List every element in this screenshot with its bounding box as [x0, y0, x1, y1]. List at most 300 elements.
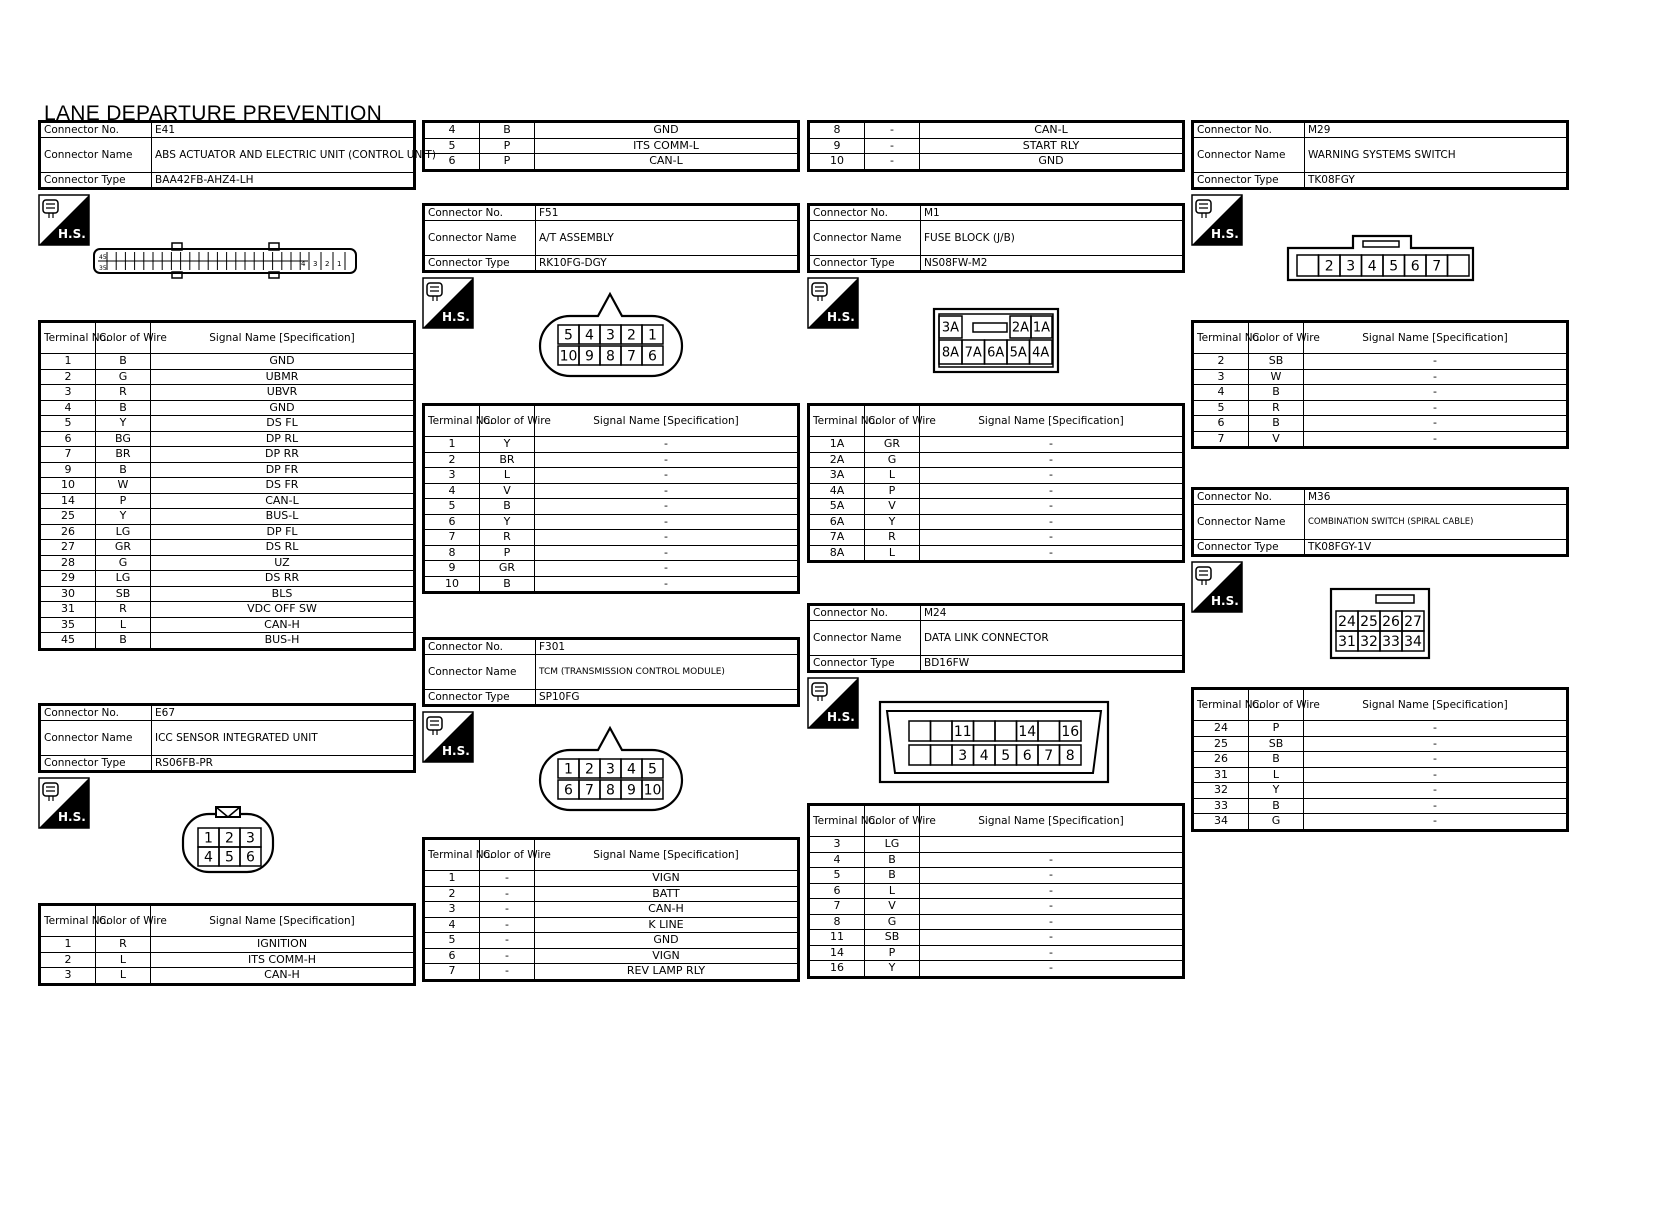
color-cell: P [865, 483, 920, 499]
color-cell: B [1249, 798, 1304, 814]
color-cell: Y [865, 514, 920, 530]
table-row [424, 122, 799, 139]
color-cell: GR [480, 561, 535, 577]
hs-icon [807, 277, 859, 329]
terminal-cell: 3 [424, 902, 480, 918]
color-cell: G [865, 452, 920, 468]
color-cell: - [480, 871, 535, 887]
signal-cell: DS FR [151, 478, 415, 494]
pin-label: 5 [1001, 748, 1011, 765]
pin-label: 24 [1338, 614, 1356, 631]
pin-label: 9 [627, 782, 636, 799]
color-cell: P [96, 493, 151, 509]
color-cell: V [1249, 431, 1304, 448]
label-connector-type: Connector Type [1193, 540, 1305, 556]
table-row [424, 917, 799, 933]
table-row [1193, 783, 1568, 799]
terminal-cell: 1A [809, 437, 865, 453]
connector-name: ABS ACTUATOR AND ELECTRIC UNIT (CONTROL UNIT) [152, 138, 415, 173]
signal-cell: - [920, 883, 1184, 899]
color-cell: SB [1249, 736, 1304, 752]
table-row [1193, 416, 1568, 432]
column-4 [1191, 0, 1569, 1216]
connector-M29-diagram [1287, 234, 1477, 286]
color-cell: G [865, 914, 920, 930]
signal-cell: - [535, 530, 799, 546]
color-cell: BR [96, 447, 151, 463]
terminal-cell: 7 [424, 964, 480, 981]
table-row [40, 431, 415, 447]
table-row [424, 948, 799, 964]
signal-cell: ITS COMM-L [535, 138, 799, 154]
signal-cell: CAN-L [535, 154, 799, 171]
pin-label: 10 [643, 782, 662, 799]
pin-label: 7 [627, 348, 636, 365]
table-row [424, 154, 799, 171]
connector-E67-diagram [180, 806, 280, 880]
table-row [40, 447, 415, 463]
terminal-cell: 1 [40, 937, 96, 953]
color-cell: P [480, 545, 535, 561]
terminal-cell: 26 [1193, 752, 1249, 768]
connector-no: F51 [536, 205, 799, 221]
color-cell: G [1249, 814, 1304, 831]
pin-label: 2 [627, 327, 636, 344]
signal-cell: - [920, 530, 1184, 546]
terminal-cell: 7 [424, 530, 480, 546]
signal-cell: - [920, 899, 1184, 915]
connector-M36-diagram [1330, 588, 1432, 664]
terminal-cell: 3 [424, 468, 480, 484]
header-signal-name: Signal Name [Specification] [535, 839, 799, 871]
svg-text:H.S.: H.S. [1211, 594, 1239, 608]
label-connector-name: Connector Name [40, 721, 152, 756]
signal-cell: VIGN [535, 871, 799, 887]
terminal-cell: 10 [40, 478, 96, 494]
pin-label: 10 [559, 348, 578, 365]
table-row [1193, 721, 1568, 737]
signal-cell: VIGN [535, 948, 799, 964]
terminal-cell: 2 [40, 369, 96, 385]
color-cell: L [865, 468, 920, 484]
signal-cell: DP RR [151, 447, 415, 463]
signal-cell: DS RL [151, 540, 415, 556]
signal-cell: GND [535, 933, 799, 949]
svg-text:H.S.: H.S. [58, 227, 86, 241]
pin-label: 4A [1032, 345, 1050, 361]
color-cell: SB [865, 930, 920, 946]
connector-E41-diagram [93, 242, 358, 282]
page-title: LANE DEPARTURE PREVENTION [44, 102, 383, 125]
connector-M36-terminals [1191, 687, 1569, 832]
terminal-cell: 1 [424, 871, 480, 887]
signal-cell: - [535, 499, 799, 515]
header-terminal-no: Terminal No. [424, 405, 480, 437]
connector-M1-diagram [933, 308, 1061, 378]
connector-M29-info [1191, 120, 1569, 190]
table-row [809, 154, 1184, 171]
terminal-cell: 4 [1193, 385, 1249, 401]
signal-cell: VDC OFF SW [151, 602, 415, 618]
signal-cell: - [920, 452, 1184, 468]
label-connector-name: Connector Name [1193, 138, 1305, 173]
color-cell: W [96, 478, 151, 494]
color-cell: W [1249, 369, 1304, 385]
color-cell: Y [96, 416, 151, 432]
terminal-cell: 25 [1193, 736, 1249, 752]
svg-text:2: 2 [325, 260, 330, 268]
table-row [1193, 369, 1568, 385]
terminal-cell: 9 [424, 561, 480, 577]
terminal-cell: 25 [40, 509, 96, 525]
signal-cell: - [1304, 385, 1568, 401]
table-row [1193, 752, 1568, 768]
terminal-cell: 4 [424, 917, 480, 933]
color-cell: BR [480, 452, 535, 468]
color-cell: B [1249, 416, 1304, 432]
pin-label: 11 [953, 724, 972, 741]
color-cell: BG [96, 431, 151, 447]
signal-cell: REV LAMP RLY [535, 964, 799, 981]
pin-cell [931, 745, 953, 765]
color-cell: LG [865, 837, 920, 853]
table-row [809, 868, 1184, 884]
connector-type: TK08FGY-1V [1305, 540, 1568, 556]
table-row [1193, 798, 1568, 814]
pin-label: 25 [1360, 614, 1378, 631]
svg-text:1: 1 [337, 260, 342, 268]
terminal-cell: 5 [424, 499, 480, 515]
connector-no: M36 [1305, 489, 1568, 505]
table-row [424, 514, 799, 530]
terminal-cell: 31 [1193, 767, 1249, 783]
table-row [809, 499, 1184, 515]
table-row [1193, 400, 1568, 416]
svg-text:45: 45 [99, 254, 107, 261]
terminal-cell: 6 [424, 154, 480, 171]
hs-icon [38, 777, 90, 829]
connector-M24-diagram [879, 701, 1111, 789]
signal-cell: ITS COMM-H [151, 952, 415, 968]
hs-icon [422, 711, 474, 763]
header-signal-name: Signal Name [Specification] [1304, 689, 1568, 721]
signal-cell: DS FL [151, 416, 415, 432]
table-row [809, 468, 1184, 484]
pin-cell [909, 721, 931, 741]
connector-type: RS06FB-PR [152, 756, 415, 772]
signal-cell: BUS-H [151, 633, 415, 650]
terminal-cell: 4 [809, 852, 865, 868]
label-connector-no: Connector No. [424, 639, 536, 655]
color-cell: LG [96, 571, 151, 587]
connector-F301-terminals-continued [807, 120, 1185, 172]
terminal-cell: 10 [424, 576, 480, 593]
header-signal-name: Signal Name [Specification] [1304, 322, 1568, 354]
color-cell: B [1249, 385, 1304, 401]
terminal-cell: 5 [424, 138, 480, 154]
terminal-cell: 5 [809, 868, 865, 884]
table-row [809, 914, 1184, 930]
table-row [424, 964, 799, 981]
terminal-cell: 2 [424, 452, 480, 468]
table-row [40, 478, 415, 494]
signal-cell: CAN-L [920, 122, 1184, 139]
header-color-of-wire: Color of Wire [1249, 322, 1304, 354]
pin-label: 8A [941, 345, 960, 361]
header-signal-name: Signal Name [Specification] [151, 905, 415, 937]
pin-label: 2A [1011, 320, 1030, 336]
color-cell: B [865, 852, 920, 868]
signal-cell: - [920, 930, 1184, 946]
table-row [424, 530, 799, 546]
terminal-cell: 5A [809, 499, 865, 515]
terminal-cell: 3 [40, 385, 96, 401]
table-row [809, 437, 1184, 453]
signal-cell: IGNITION [151, 937, 415, 953]
color-cell: G [96, 369, 151, 385]
signal-cell: - [920, 914, 1184, 930]
table-row [424, 561, 799, 577]
terminal-cell: 3 [40, 968, 96, 985]
connector-M29-terminals [1191, 320, 1569, 449]
pin-label: 7 [1432, 258, 1442, 275]
terminal-cell: 27 [40, 540, 96, 556]
pin-label: 5 [648, 761, 657, 778]
terminal-cell: 6 [424, 948, 480, 964]
label-connector-no: Connector No. [424, 205, 536, 221]
signal-cell: UZ [151, 555, 415, 571]
terminal-cell: 4A [809, 483, 865, 499]
table-row [424, 468, 799, 484]
color-cell: B [480, 499, 535, 515]
color-cell: P [1249, 721, 1304, 737]
pin-label: 4 [1367, 258, 1377, 275]
label-connector-name: Connector Name [424, 655, 536, 690]
hs-icon [1191, 561, 1243, 613]
table-row [40, 509, 415, 525]
label-connector-type: Connector Type [809, 656, 921, 672]
table-row [1193, 767, 1568, 783]
connector-F301-terminals [422, 837, 800, 982]
pin-label: 2 [585, 761, 594, 778]
connector-type: NS08FW-M2 [921, 256, 1184, 272]
pin-label: 16 [1061, 724, 1080, 741]
connector-M24-terminals [807, 803, 1185, 979]
color-cell: L [865, 883, 920, 899]
header-signal-name: Signal Name [Specification] [535, 405, 799, 437]
color-cell: GR [865, 437, 920, 453]
color-cell: - [480, 902, 535, 918]
table-row [809, 122, 1184, 139]
connector-F51-diagram [544, 292, 678, 384]
color-cell: R [1249, 400, 1304, 416]
table-row [1193, 431, 1568, 448]
connector-F301-diagram [544, 726, 678, 818]
table-row [40, 462, 415, 478]
pin-label: 6 [564, 782, 573, 799]
color-cell: L [480, 468, 535, 484]
terminal-cell: 6 [809, 883, 865, 899]
signal-cell: BATT [535, 886, 799, 902]
terminal-cell: 26 [40, 524, 96, 540]
table-row [40, 968, 415, 985]
pin-cell [1038, 721, 1060, 741]
header-color-of-wire: Color of Wire [865, 405, 920, 437]
terminal-cell: 3 [1193, 369, 1249, 385]
pin-label: 3 [606, 327, 615, 344]
pin-label: 4 [585, 327, 594, 344]
table-row [40, 602, 415, 618]
color-cell: L [865, 545, 920, 562]
label-connector-name: Connector Name [1193, 505, 1305, 540]
header-signal-name: Signal Name [Specification] [920, 405, 1184, 437]
connector-no: M1 [921, 205, 1184, 221]
label-connector-type: Connector Type [809, 256, 921, 272]
color-cell: Y [865, 961, 920, 978]
pin-cell [995, 721, 1017, 741]
hs-icon [38, 194, 90, 246]
header-terminal-no: Terminal No. [424, 839, 480, 871]
terminal-cell: 6 [424, 514, 480, 530]
connector-type: SP10FG [536, 690, 799, 706]
pin-label: 7 [1044, 748, 1054, 765]
connector-F51-terminals [422, 403, 800, 594]
label-connector-name: Connector Name [809, 221, 921, 256]
column-3 [807, 0, 1185, 1216]
table-row [809, 545, 1184, 562]
connector-E41-info [38, 120, 436, 190]
connector-E67-terminals [38, 903, 416, 986]
pin-label: 8 [606, 782, 615, 799]
svg-text:3: 3 [313, 260, 318, 268]
hs-icon [807, 677, 859, 729]
pin-label: 6 [1022, 748, 1032, 765]
signal-cell: - [1304, 416, 1568, 432]
terminal-cell: 8A [809, 545, 865, 562]
pin-label: 1 [648, 327, 657, 344]
signal-cell: - [920, 468, 1184, 484]
color-cell: R [96, 937, 151, 953]
table-row [424, 871, 799, 887]
signal-cell: GND [920, 154, 1184, 171]
svg-text:H.S.: H.S. [827, 310, 855, 324]
signal-cell: GND [535, 122, 799, 139]
terminal-cell: 8 [809, 914, 865, 930]
color-cell: SB [1249, 354, 1304, 370]
pin-label: 31 [1338, 634, 1356, 651]
table-row [40, 952, 415, 968]
color-cell: R [96, 385, 151, 401]
color-cell: B [96, 462, 151, 478]
table-row [40, 555, 415, 571]
header-color-of-wire: Color of Wire [480, 839, 535, 871]
terminal-cell: 14 [40, 493, 96, 509]
terminal-cell: 3 [809, 837, 865, 853]
color-cell: Y [480, 514, 535, 530]
color-cell: B [96, 633, 151, 650]
pin-label: 2 [225, 830, 234, 847]
terminal-cell: 7 [809, 899, 865, 915]
color-cell: L [96, 968, 151, 985]
color-cell: SB [96, 586, 151, 602]
pin-label: 8 [1065, 748, 1075, 765]
hs-icon [1191, 194, 1243, 246]
signal-cell: - [535, 437, 799, 453]
color-cell: L [1249, 767, 1304, 783]
header-color-of-wire: Color of Wire [480, 405, 535, 437]
terminal-cell: 32 [1193, 783, 1249, 799]
header-terminal-no: Terminal No. [1193, 689, 1249, 721]
signal-cell: BUS-L [151, 509, 415, 525]
pin-label: 5A [1009, 345, 1027, 361]
signal-cell: - [1304, 798, 1568, 814]
connector-E41-terminals [38, 320, 416, 651]
header-signal-name: Signal Name [Specification] [920, 805, 1184, 837]
terminal-cell: 1 [424, 437, 480, 453]
pin-label: 3 [246, 830, 255, 847]
pin-label: 8 [606, 348, 615, 365]
table-row [424, 452, 799, 468]
signal-cell: - [535, 561, 799, 577]
svg-text:H.S.: H.S. [1211, 227, 1239, 241]
pin-label: 7 [585, 782, 594, 799]
signal-cell: CAN-L [151, 493, 415, 509]
color-cell: - [865, 138, 920, 154]
signal-cell: - [1304, 400, 1568, 416]
connector-name: FUSE BLOCK (J/B) [921, 221, 1184, 256]
table-row [1193, 814, 1568, 831]
terminal-cell: 7A [809, 530, 865, 546]
table-row [809, 837, 1184, 853]
table-row [1193, 385, 1568, 401]
terminal-cell: 2 [40, 952, 96, 968]
pin-label: 34 [1404, 634, 1422, 651]
connector-name: COMBINATION SWITCH (SPIRAL CABLE) [1305, 505, 1568, 540]
terminal-cell: 35 [40, 617, 96, 633]
table-row [40, 524, 415, 540]
pin-cell [931, 721, 953, 741]
signal-cell: - [920, 945, 1184, 961]
color-cell: V [865, 499, 920, 515]
pin-label: 3 [606, 761, 615, 778]
svg-text:H.S.: H.S. [827, 710, 855, 724]
pin-label: 5 [564, 327, 573, 344]
signal-cell: - [1304, 736, 1568, 752]
color-cell: B [1249, 752, 1304, 768]
terminal-cell: 7 [40, 447, 96, 463]
table-row [40, 617, 415, 633]
label-connector-no: Connector No. [809, 605, 921, 621]
label-connector-type: Connector Type [1193, 173, 1305, 189]
table-row [1193, 736, 1568, 752]
table-row [40, 416, 415, 432]
label-connector-no: Connector No. [40, 705, 152, 721]
color-cell: R [480, 530, 535, 546]
signal-cell: - [920, 961, 1184, 978]
signal-cell: - [1304, 752, 1568, 768]
table-row [424, 902, 799, 918]
pin-label: 32 [1360, 634, 1378, 651]
header-color-of-wire: Color of Wire [96, 905, 151, 937]
color-cell: P [480, 138, 535, 154]
svg-text:H.S.: H.S. [442, 744, 470, 758]
terminal-cell: 4 [40, 400, 96, 416]
signal-cell: - [920, 852, 1184, 868]
table-row [424, 545, 799, 561]
connector-E67-info [38, 703, 416, 773]
connector-E67-terminals-continued [422, 120, 800, 172]
signal-cell: - [920, 499, 1184, 515]
